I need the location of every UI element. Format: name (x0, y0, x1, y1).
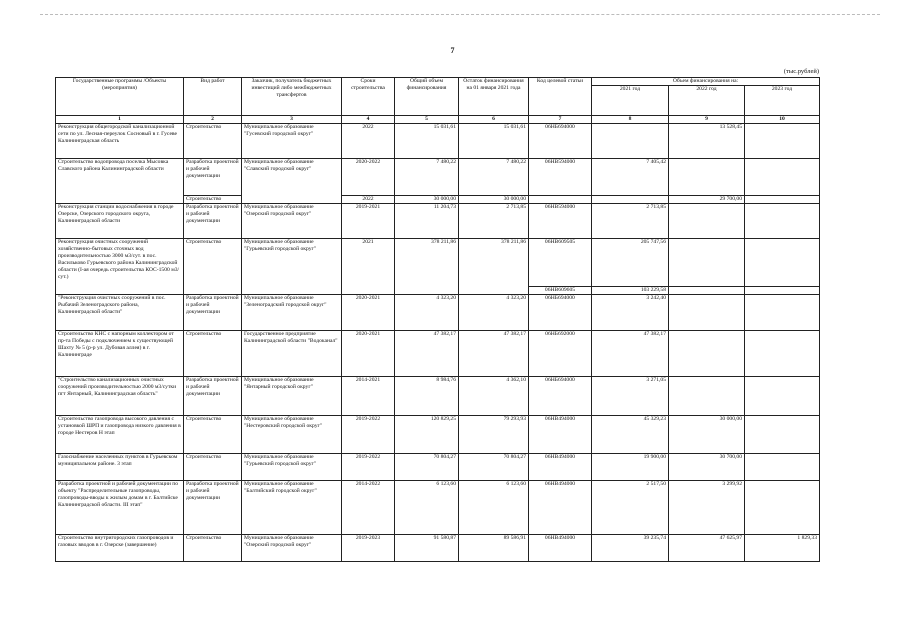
cell-2022 (669, 204, 745, 239)
cell-2023 (745, 204, 820, 239)
col-number: 8 (592, 116, 669, 124)
cell-work: Строительство (184, 239, 242, 295)
unit-label: (тыс.рублей) (783, 68, 819, 75)
cell-2022 (669, 331, 745, 377)
cell-total: 378 211,86 (395, 239, 459, 295)
col-number: 10 (745, 116, 820, 124)
cell-2021: 45 329,23 (592, 416, 669, 454)
cell-work: Строительство (184, 196, 242, 204)
cell-2022 (669, 159, 745, 196)
cell-name: Газоснабжение населенных пунктов в Гурьевском муниципальном районе. 3 этап (56, 454, 184, 481)
cell-2022: 30 000,00 (669, 416, 745, 454)
cell-work: Строительство (184, 535, 242, 562)
cell-name: "Строительство канализационных очистных сооружений производительностью 2000 м3/сутки пгт Янтарный, Калининградская область" (56, 377, 184, 416)
cell-2022: 30 700,00 (669, 454, 745, 481)
cell-period: 2019-2022 (342, 416, 395, 454)
col-number: 3 (242, 116, 342, 124)
cell-2023 (745, 454, 820, 481)
table-row (56, 204, 820, 239)
cell-2023 (745, 287, 820, 295)
cell-2021: 47 382,17 (592, 331, 669, 377)
header-2021: 2021 год (592, 86, 669, 116)
cell-code: 06НВ494000 (529, 535, 592, 562)
cell-customer: Государственное предприятие Калининградской области "Водоканал" (242, 331, 342, 377)
cell-code: 06НБ694000 (529, 295, 592, 331)
cell-customer: Муниципальное образование "Янтарный городской округ" (242, 377, 342, 416)
cell-period: 2020-2022 (342, 159, 395, 196)
cell-2023 (745, 331, 820, 377)
table-row (56, 295, 820, 331)
cell-work: Строительство (184, 124, 242, 159)
table-row (56, 159, 820, 196)
cell-code: 06НБ694000 (529, 124, 592, 159)
cell-code: 06НВ494000 (529, 454, 592, 481)
cell-customer: Муниципальное образование "Гурьевский городской округ" (242, 454, 342, 481)
header-remainder: Остаток финансирования на 01 января 2021 года (459, 78, 529, 116)
cell-2023 (745, 295, 820, 331)
cell-remainder: 79 293,93 (459, 416, 529, 454)
table-row (56, 416, 820, 454)
col-number: 6 (459, 116, 529, 124)
cell-work: Разработка проектной и рабочей документации (184, 295, 242, 331)
cell-2022 (669, 377, 745, 416)
cell-period: 2020-2021 (342, 331, 395, 377)
cell-remainder: 89 586,91 (459, 535, 529, 562)
cell-2021 (592, 196, 669, 204)
table-row (56, 454, 820, 481)
cell-customer: Муниципальное образование "Озерский городской округ" (242, 535, 342, 562)
cell-code: 06НВ609605 (529, 287, 592, 295)
column-number-row (56, 116, 820, 124)
cell-2021: 7 405,42 (592, 159, 669, 196)
cell-customer: Муниципальное образование "Славский городской округ" (242, 159, 342, 204)
cell-total: 30 000,00 (395, 196, 459, 204)
cell-2021 (592, 124, 669, 159)
cell-remainder: 47 382,17 (459, 331, 529, 377)
cell-2023: 1 829,33 (745, 535, 820, 562)
cell-period: 2022 (342, 124, 395, 159)
cell-total: 120 829,25 (395, 416, 459, 454)
cell-code: 06НБ694000 (529, 377, 592, 416)
cell-2022: 13 528,45 (669, 124, 745, 159)
col-number: 4 (342, 116, 395, 124)
header-program: Государственные программы /Объекты (мероприятия) (56, 78, 184, 116)
header-period: Сроки строительства (342, 78, 395, 116)
cell-2023 (745, 196, 820, 204)
cell-2023 (745, 481, 820, 535)
cell-total: 8 984,76 (395, 377, 459, 416)
cell-code: 06НВ609505 (529, 239, 592, 287)
cell-remainder: 4 323,20 (459, 295, 529, 331)
cell-customer: Муниципальное образование "Балтийский городской округ" (242, 481, 342, 535)
page-number: 7 (450, 46, 455, 55)
cell-name: "Реконструкция очистных сооружений в пос. Рыбачий Зеленоградского района, Калининградской области" (56, 295, 184, 331)
col-number: 7 (529, 116, 592, 124)
cell-remainder: 378 211,86 (459, 239, 529, 295)
col-number: 2 (184, 116, 242, 124)
financing-table (55, 77, 820, 562)
cell-2022 (669, 239, 745, 287)
cell-period: 2020-2021 (342, 295, 395, 331)
cell-name: Реконструкция станции водоснабжения в городе Озерске, Озерского городского округа, Калининградской области (56, 204, 184, 239)
col-number: 9 (669, 116, 745, 124)
cell-work: Строительство (184, 416, 242, 454)
header-total: Общий объем финансирования (395, 78, 459, 116)
cell-work: Строительство (184, 454, 242, 481)
cell-2023 (745, 159, 820, 196)
cell-code: 06НВ594000 (529, 159, 592, 196)
cell-code: 06НБ692000 (529, 331, 592, 377)
cell-2021: 103 229,58 (592, 287, 669, 295)
cell-2022: 29 700,00 (669, 196, 745, 204)
cell-total: 7 480,22 (395, 159, 459, 196)
cell-remainder: 30 000,00 (459, 196, 529, 204)
cell-total: 6 123,60 (395, 481, 459, 535)
cell-remainder: 6 123,60 (459, 481, 529, 535)
table-row (56, 535, 820, 562)
table-row (56, 331, 820, 377)
header-2023: 2023 год (745, 86, 820, 116)
cell-period: 2019-2021 (342, 204, 395, 239)
cell-name: Реконструкция общегородской канализационной сети по ул. Лесная-переулок Сосновый в г. Гусеве Калининградская область (56, 124, 184, 159)
cell-2021: 205 747,56 (592, 239, 669, 287)
cell-name: Разработка проектной и рабочей документации по объекту "Распределительные газопроводы, газопроводы-вводы к жилым домам в г. Балтийске Калининградской области. III этап" (56, 481, 184, 535)
header-volume: Объем финансирования на: (592, 78, 820, 86)
cell-2021: 19 900,00 (592, 454, 669, 481)
cell-work: Разработка проектной и рабочей документации (184, 204, 242, 239)
cell-total: 47 382,17 (395, 331, 459, 377)
cell-name: Строительство КНС с напорным коллектором от пр-та Победы с подключением к существующей Шахту № 5 (р-р ул. Дубовая аллея) в г. Калининграде (56, 331, 184, 377)
cell-2021: 2 713,85 (592, 204, 669, 239)
table-row (56, 481, 820, 535)
cell-code: 06НВ494000 (529, 416, 592, 454)
cell-2021: 2 517,50 (592, 481, 669, 535)
header-work-type: Вид работ (184, 78, 242, 116)
header-customer: Заказчик, получатель бюджетных инвестиций либо межбюджетных трансфертов (242, 78, 342, 116)
cell-2022 (669, 287, 745, 295)
cell-period: 2014-2022 (342, 481, 395, 535)
cell-name: Строительство газопровода высокого давления с установкой ШРП и газопровода низкого давления в городе Нестеров Н этап (56, 416, 184, 454)
cell-remainder: 15 031,61 (459, 124, 529, 159)
cell-customer: Муниципальное образование "Гусевский городской округ" (242, 124, 342, 159)
cell-2022: 47 625,97 (669, 535, 745, 562)
cell-remainder: 70 804,27 (459, 454, 529, 481)
cell-2022: 3 299,92 (669, 481, 745, 535)
cell-total: 15 031,61 (395, 124, 459, 159)
col-number: 5 (395, 116, 459, 124)
cell-name: Строительство водопровода поселка Мысовка Славского района Калининградской области (56, 159, 184, 204)
cell-2023 (745, 416, 820, 454)
cell-name: Реконструкция очистных сооружений хозяйственно-бытовых сточных вод производительностью 3000 м3/сут. в пос. Васильково Гурьевского района Калининградской области (I-ая очередь строительства КОС-1500 м3/сут.) (56, 239, 184, 295)
cell-total: 11 204,73 (395, 204, 459, 239)
cell-customer: Муниципальное образование "Нестеровский городской округ" (242, 416, 342, 454)
cell-work: Разработка проектной и рабочей документации (184, 377, 242, 416)
cell-2023 (745, 239, 820, 287)
header-2022: 2022 год (669, 86, 745, 116)
cell-2021: 39 235,74 (592, 535, 669, 562)
table-row (56, 377, 820, 416)
cell-2021: 3 271,05 (592, 377, 669, 416)
cell-period: 2019-2023 (342, 535, 395, 562)
cell-total: 4 323,20 (395, 295, 459, 331)
cell-period: 2019-2022 (342, 454, 395, 481)
cell-code: 06НВ594000 (529, 204, 592, 239)
cell-customer: Муниципальное образование "Озерский городской округ" (242, 204, 342, 239)
scan-artifact-line (40, 14, 880, 16)
cell-2021: 3 242,40 (592, 295, 669, 331)
cell-code (529, 196, 592, 204)
cell-customer: Муниципальное образование "Гурьевский городской округ" (242, 239, 342, 295)
cell-2023 (745, 377, 820, 416)
cell-remainder: 7 480,22 (459, 159, 529, 196)
cell-code: 06НВ494000 (529, 481, 592, 535)
cell-customer: Муниципальное образование "Зеленоградский городской округ" (242, 295, 342, 331)
cell-total: 91 580,87 (395, 535, 459, 562)
cell-2022 (669, 295, 745, 331)
table-row (56, 124, 820, 159)
cell-period: 2022 (342, 196, 395, 204)
table-row (56, 239, 820, 287)
cell-2023 (745, 124, 820, 159)
cell-period: 2014-2021 (342, 377, 395, 416)
cell-period: 2021 (342, 239, 395, 295)
cell-work: Разработка проектной и рабочей документации (184, 481, 242, 535)
col-number: 1 (56, 116, 184, 124)
cell-remainder: 2 713,85 (459, 204, 529, 239)
cell-work: Строительство (184, 331, 242, 377)
cell-total: 70 804,27 (395, 454, 459, 481)
header-code: Код целевой статьи (529, 78, 592, 116)
cell-remainder: 4 362,10 (459, 377, 529, 416)
cell-work: Разработка проектной и рабочей документации (184, 159, 242, 196)
cell-name: Строительство внутригородских газопроводов и газовых вводов в г. Озерске (завершение) (56, 535, 184, 562)
